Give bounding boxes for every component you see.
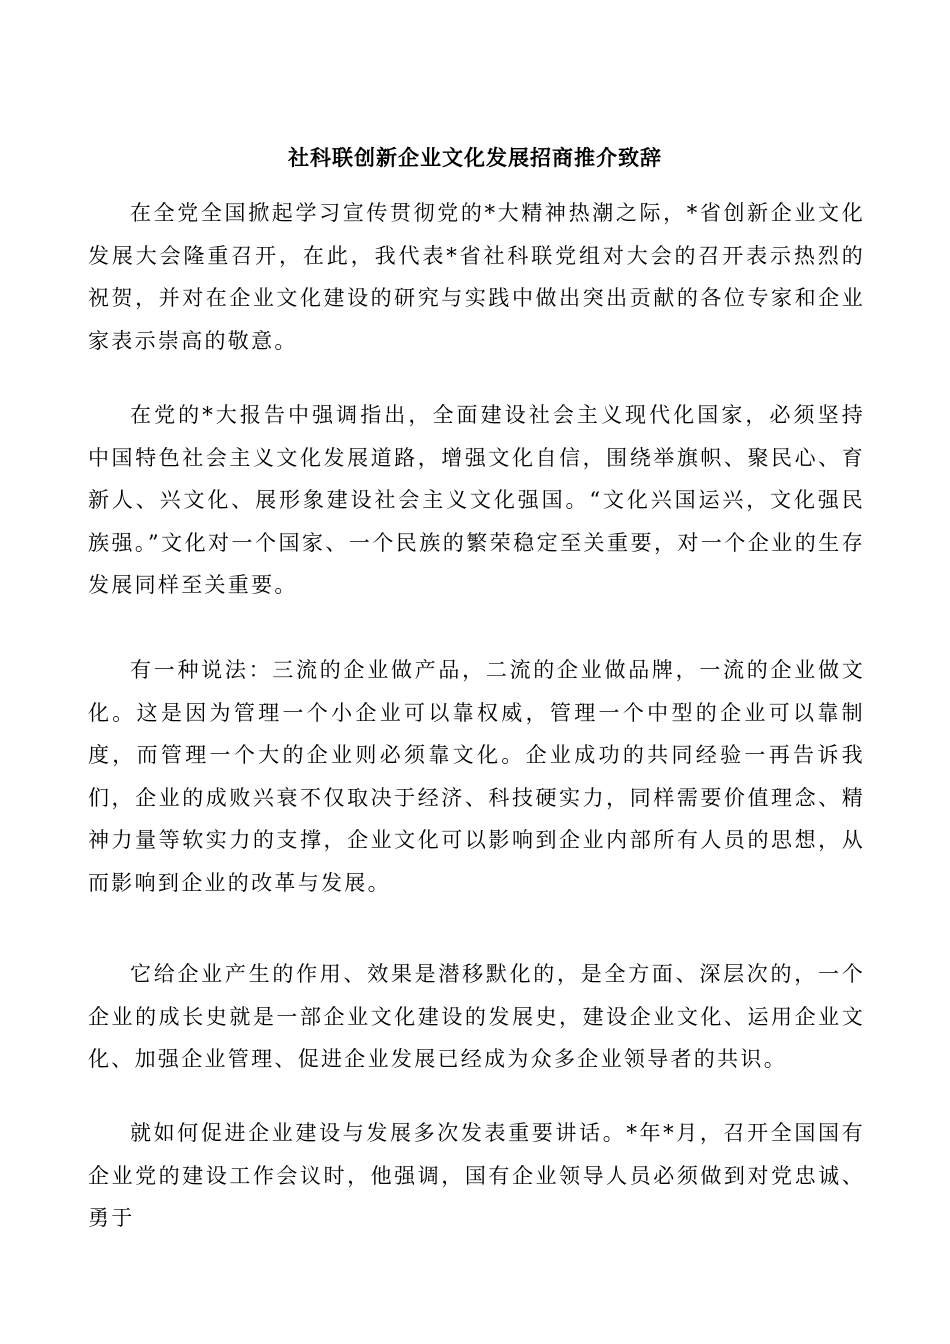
- paragraph-5: 就如何促进企业建设与发展多次发表重要讲话。*年*月，召开全国国有企业党的建设工作会议时，他强调，国有企业领导人员必须做到对党忠诚、勇于: [88, 1121, 865, 1230]
- document-title: 社科联创新企业文化发展招商推介致辞: [288, 145, 662, 170]
- paragraph-2: 在党的*大报告中强调指出，全面建设社会主义现代化国家，必须坚持中国特色社会主义文化发展道路，增强文化自信，围绕举旗帜、聚民心、育新人、兴文化、展形象建设社会主义文化强国。“文化兴国运兴，文化强民族强。”文化对一个国家、一个民族的繁荣稳定至关重要，对一个企业的生存发展同样至关重要。: [88, 403, 865, 597]
- paragraph-1: 在全党全国掀起学习宣传贯彻党的*大精神热潮之际，*省创新企业文化发展大会隆重召开，在此，我代表*省社科联党组对大会的召开表示热烈的祝贺，并对在企业文化建设的研究与实践中做出突出贡献的各位专家和企业家表示崇高的敬意。: [88, 201, 865, 353]
- paragraph-3: 有一种说法：三流的企业做产品，二流的企业做品牌，一流的企业做文化。这是因为管理一个小企业可以靠权威，管理一个中型的企业可以靠制度，而管理一个大的企业则必须靠文化。企业成功的共同经验一再告诉我们，企业的成败兴衰不仅取决于经济、科技硬实力，同样需要价值理念、精神力量等软实力的支撑，企业文化可以影响到企业内部所有人员的思想，从而影响到企业的改革与发展。: [88, 658, 865, 895]
- paragraph-4: 它给企业产生的作用、效果是潜移默化的，是全方面、深层次的，一个企业的成长史就是一部企业文化建设的发展史，建设企业文化、运用企业文化、加强企业管理、促进企业发展已经成为众多企业领导者的共识。: [88, 962, 865, 1071]
